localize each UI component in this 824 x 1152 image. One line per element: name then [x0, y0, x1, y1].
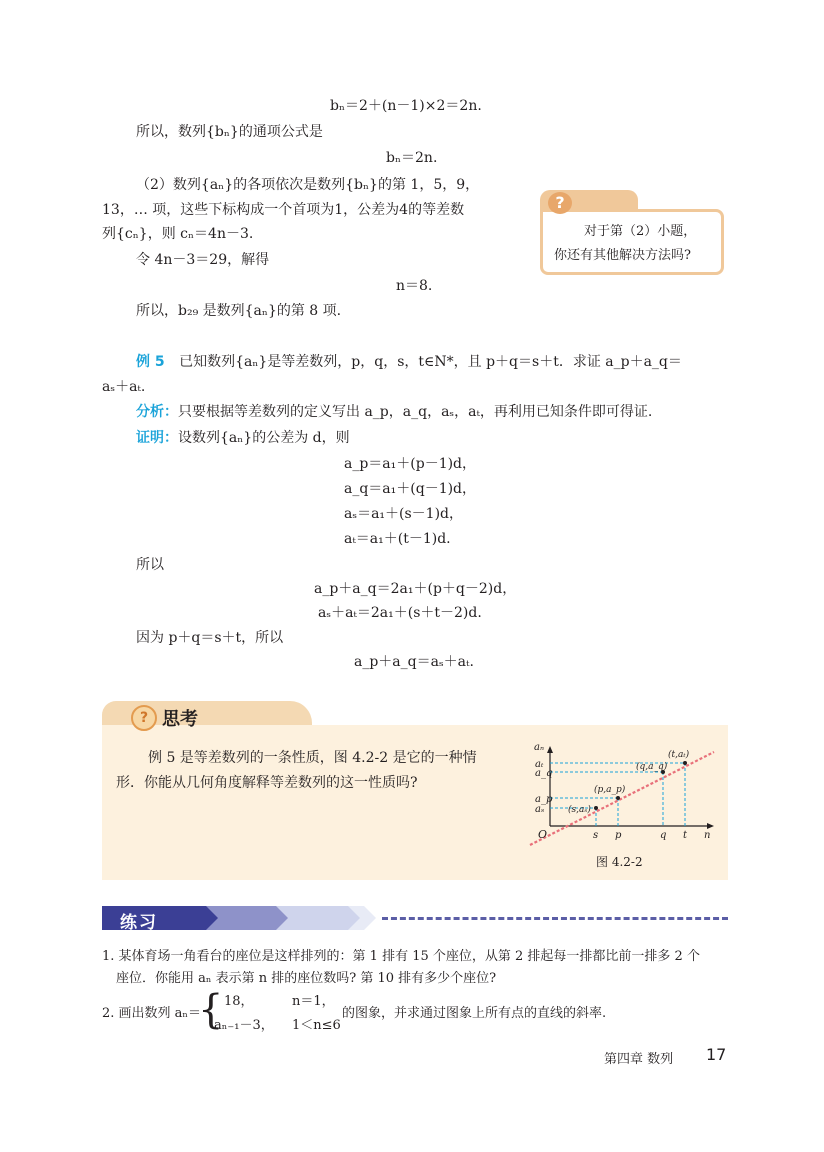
analysis-label: 分析： [136, 404, 178, 420]
question-icon: ? [131, 705, 157, 731]
example5-statement: 已知数列{aₙ}是等差数列，p，q，s，t∈N*，且 p＋q＝s＋t．求证 a_p＋a_q＝ [179, 354, 682, 370]
figure-caption: 图 4.2-2 [596, 855, 643, 869]
exercise-q2-prefix: 2. 画出数列 aₙ＝ [102, 1006, 202, 1021]
question-mark-icon: ? [548, 192, 572, 214]
bn-formula: bₙ＝2n. [386, 150, 438, 166]
page-number: 17 [706, 1045, 727, 1064]
point-s [594, 806, 598, 810]
n-result: n＝8. [396, 278, 433, 294]
example5-label: 例 5 [136, 354, 165, 370]
let-line: 令 4n－3＝29，解得 [136, 252, 270, 268]
solution-conclusion: 所以，b₂₉ 是数列{aₙ}的第 8 项. [136, 303, 342, 319]
proof-intro: 设数列{aₙ}的公差为 d，则 [178, 430, 350, 446]
analysis-text: 只要根据等差数列的定义写出 a_p，a_q，aₛ，aₜ，再利用已知条件即可得证. [178, 404, 653, 420]
point-label-s: (s,aₛ) [568, 805, 591, 815]
tick-s: s [593, 830, 599, 841]
side-question-line2: 你还有其他解决方法吗? [554, 248, 691, 263]
exercise-q2-suffix: 的图象，并求通过图象上所有点的直线的斜率. [342, 1006, 607, 1021]
exercise-q1-line2: 座位．你能用 aₙ 表示第 n 排的座位数吗? 第 10 排有多少个座位? [116, 971, 497, 986]
exercise-q1-line1: 1. 某体育场一角看台的座位是这样排列的：第 1 排有 15 个座位，从第 2 排起每一排都比前一排多 2 个 [102, 949, 700, 964]
equation-at: aₜ＝a₁＋(t－1)d. [344, 531, 451, 547]
tick-q: q [660, 830, 667, 841]
point-label-q: (q,a_q) [636, 762, 668, 772]
sum-as-at: aₛ＋aₜ＝2a₁＋(s＋t－2)d. [318, 605, 482, 621]
side-question-text [554, 220, 718, 268]
part2-line3: 列{cₙ}，则 cₙ＝4n－3. [102, 226, 254, 242]
think-title: 思考 [162, 709, 198, 730]
proof-label: 证明： [136, 430, 178, 446]
tick-as: aₛ [535, 804, 545, 815]
exercise-title: 练习 [120, 913, 158, 933]
tick-n: n [704, 830, 711, 841]
equation-ap: a_p＝a₁＋(p－1)d， [344, 456, 477, 472]
because-line: 因为 p＋q＝s＋t，所以 [136, 630, 284, 646]
part2-line1: （2）数列{aₙ}的各项依次是数列{bₙ}的第 1，5，9， [136, 177, 480, 193]
think-text-line2: 形．你能从几何角度解释等差数列的这一性质吗? [116, 775, 418, 791]
analysis-line [136, 402, 652, 422]
exercise-dash-line [382, 917, 728, 920]
tick-aq: a_q [535, 768, 553, 779]
y-axis-label: aₙ [534, 742, 545, 753]
piecewise-brace: { [198, 987, 224, 1033]
part2-line2: 13，… 项，这些下标构成一个首项为1，公差为4的等差数 [102, 202, 465, 218]
think-text-line1: 例 5 是等差数列的一条性质，图 4.2-2 是它的一种情 [148, 750, 477, 766]
example5-line1 [136, 352, 682, 372]
so-intro: 所以，数列{bₙ}的通项公式是 [136, 124, 323, 140]
tick-p: p [615, 830, 622, 841]
case1-value: 18， [224, 994, 254, 1009]
proof-line [136, 428, 350, 448]
point-t [683, 761, 687, 765]
example5-line2: aₛ＋aₜ. [102, 379, 146, 395]
sum-ap-aq: a_p＋a_q＝2a₁＋(p＋q－2)d， [314, 581, 517, 597]
equation-aq: a_q＝a₁＋(q－1)d， [344, 481, 477, 497]
tick-ap: a_p [535, 794, 553, 805]
point-label-t: (t,aₜ) [668, 750, 690, 760]
y-axis-arrow-icon [547, 746, 553, 753]
tick-t: t [683, 830, 688, 841]
tick-at: aₜ [535, 759, 544, 770]
bn-calculation: bₙ＝2＋(n－1)×2＝2n. [330, 98, 482, 114]
point-p [616, 796, 620, 800]
x-axis-arrow-icon [707, 823, 714, 829]
point-label-p: (p,a_p) [594, 785, 626, 795]
so-label: 所以 [136, 557, 164, 573]
case2-condition: 1＜n≤6 [292, 1018, 341, 1033]
case2-value: aₙ₋₁－3， [214, 1018, 274, 1033]
chapter-label: 第四章 数列 [604, 1052, 674, 1067]
equation-as: aₛ＝a₁＋(s－1)d， [344, 506, 463, 522]
side-question-line1: 对于第（2）小题， [584, 224, 697, 239]
case1-condition: n＝1， [292, 994, 335, 1009]
origin-label: O [538, 828, 548, 841]
final-result: a_p＋a_q＝aₛ＋aₜ. [354, 654, 474, 670]
